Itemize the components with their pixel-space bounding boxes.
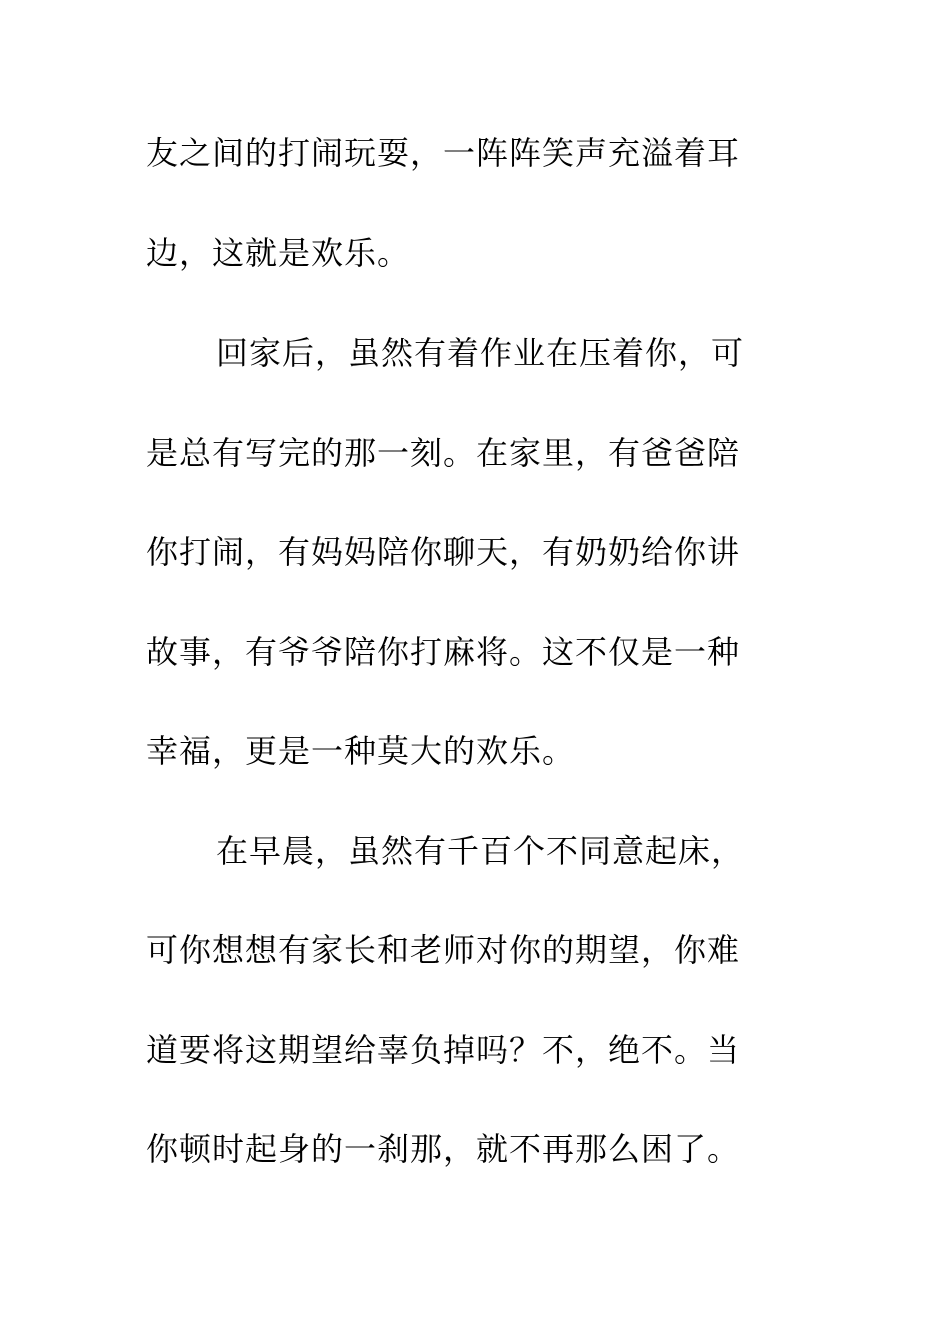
- text-line-3: 回家后，虽然有着作业在压着你，可: [216, 334, 745, 372]
- text-line-8: 在早晨，虽然有千百个不同意起床，: [216, 832, 745, 870]
- text-line-6: 故事，有爷爷陪你打麻将。这不仅是一种: [146, 633, 741, 671]
- text-line-1: 友之间的打闹玩耍，一阵阵笑声充溢着耳: [146, 134, 741, 172]
- text-line-5: 你打闹，有妈妈陪你聊天，有奶奶给你讲: [146, 533, 741, 571]
- text-line-7: 幸福，更是一种莫大的欢乐。: [146, 732, 576, 770]
- text-line-9: 可你想想有家长和老师对你的期望，你难: [146, 931, 741, 969]
- text-line-10: 道要将这期望给辜负掉吗？不，绝不。当: [146, 1031, 741, 1069]
- text-line-4: 是总有写完的那一刻。在家里，有爸爸陪: [146, 434, 741, 472]
- text-line-11: 你顿时起身的一刹那，就不再那么困了。: [146, 1130, 741, 1168]
- text-line-2: 边，这就是欢乐。: [146, 234, 411, 272]
